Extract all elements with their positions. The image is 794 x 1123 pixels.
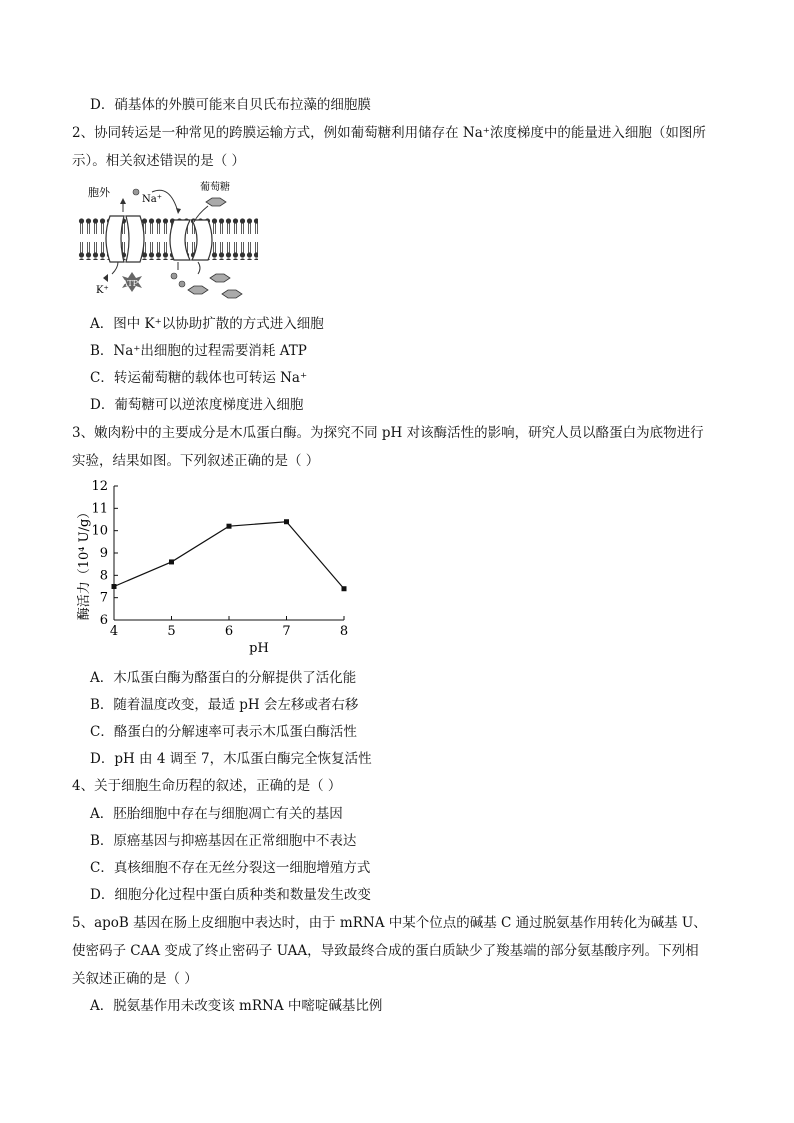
q3-option-b: B．随着温度改变，最适 pH 会左移或者右移 xyxy=(90,697,359,713)
y-tick-label: 12 xyxy=(91,479,108,494)
na-ion-icon xyxy=(133,189,139,195)
x-tick-label: 8 xyxy=(339,624,349,639)
q5-stem-line1: 5、apoB 基因在肠上皮细胞中表达时，由于 mRNA 中某个位点的碱基 C 通过脱氨基作用转化为碱基 U、 xyxy=(72,915,707,931)
y-axis-label: 酶活力（10⁴ U/g） xyxy=(77,505,92,621)
q2-option-d: D．葡萄糖可以逆浓度梯度进入细胞 xyxy=(90,397,304,413)
y-tick-label: 9 xyxy=(99,546,108,561)
data-point xyxy=(342,586,347,591)
q2-option-b: B．Na⁺出细胞的过程需要消耗 ATP xyxy=(90,343,307,359)
glucose-label: 葡萄糖 xyxy=(200,182,230,193)
chart-axes xyxy=(114,486,344,620)
k-label: K⁺ xyxy=(96,285,109,296)
k-ion-icon xyxy=(103,274,108,282)
q2-stem-line2: 示）。相关叙述错误的是（ ） xyxy=(72,153,246,169)
enzyme-activity-chart xyxy=(70,474,360,660)
q3-option-a: A．木瓜蛋白酶为酪蛋白的分解提供了活化能 xyxy=(90,670,357,686)
data-point xyxy=(284,519,289,524)
q4-option-d: D．细胞分化过程中蛋白质种类和数量发生改变 xyxy=(90,887,371,903)
q5-stem-line2: 使密码子 CAA 变成了终止密码子 UAA，导致最终合成的蛋白质缺少了羧基端的部分氨基酸序列。下列相 xyxy=(72,943,699,959)
x-tick-label: 4 xyxy=(109,624,119,639)
q1-option-d: D．硝基体的外膜可能来自贝氏布拉藻的细胞膜 xyxy=(90,97,371,113)
q3-stem-line1: 3、嫩肉粉中的主要成分是木瓜蛋白酶。为探究不同 pH 对该酶活性的影响，研究人员以酪蛋白为底物进行 xyxy=(72,425,704,441)
atp-label: ATP xyxy=(122,279,139,288)
q3-stem-line2: 实验，结果如图。下列叙述正确的是（ ） xyxy=(72,453,320,469)
x-axis-label: pH xyxy=(249,641,269,656)
na-label: Na⁺ xyxy=(142,194,162,205)
q2-stem-line1: 2、协同转运是一种常见的跨膜运输方式，例如葡萄糖利用储存在 Na⁺浓度梯度中的能量进入细胞（如图所 xyxy=(72,125,706,141)
y-tick-label: 6 xyxy=(99,613,108,628)
data-point xyxy=(227,524,232,529)
y-tick-label: 11 xyxy=(91,501,108,517)
q5-option-a: A．脱氨基作用未改变该 mRNA 中嘧啶碱基比例 xyxy=(90,998,383,1014)
series-line xyxy=(114,522,344,589)
q2-option-c: C．转运葡萄糖的载体也可转运 Na⁺ xyxy=(90,370,308,386)
data-point xyxy=(169,559,174,564)
membrane-transport-figure xyxy=(78,178,258,302)
q4-option-c: C．真核细胞不存在无丝分裂这一细胞增殖方式 xyxy=(90,860,371,876)
y-tick-label: 7 xyxy=(99,590,108,606)
x-tick-label: 7 xyxy=(282,624,291,639)
q5-stem-line3: 关叙述正确的是（ ） xyxy=(72,971,198,987)
data-point xyxy=(112,584,117,589)
x-tick-label: 5 xyxy=(167,624,176,639)
x-tick-label: 6 xyxy=(224,624,234,639)
q4-option-a: A．胚胎细胞中存在与细胞凋亡有关的基因 xyxy=(90,806,343,822)
y-tick-label: 8 xyxy=(99,568,108,584)
q4-option-b: B．原癌基因与抑癌基因在正常细胞中不表达 xyxy=(90,833,357,849)
q3-option-d: D．pH 由 4 调至 7，木瓜蛋白酶完全恢复活性 xyxy=(90,751,372,767)
q4-stem: 4、关于细胞生命历程的叙述，正确的是（ ） xyxy=(72,778,342,794)
outside-label: 胞外 xyxy=(88,186,110,199)
q2-option-a: A．图中 K⁺以协助扩散的方式进入细胞 xyxy=(90,316,324,332)
lipid-bilayer xyxy=(78,218,258,260)
y-tick-label: 10 xyxy=(91,523,108,539)
glucose-icon xyxy=(206,198,226,206)
q3-option-c: C．酪蛋白的分解速率可表示木瓜蛋白酶活性 xyxy=(90,724,357,740)
